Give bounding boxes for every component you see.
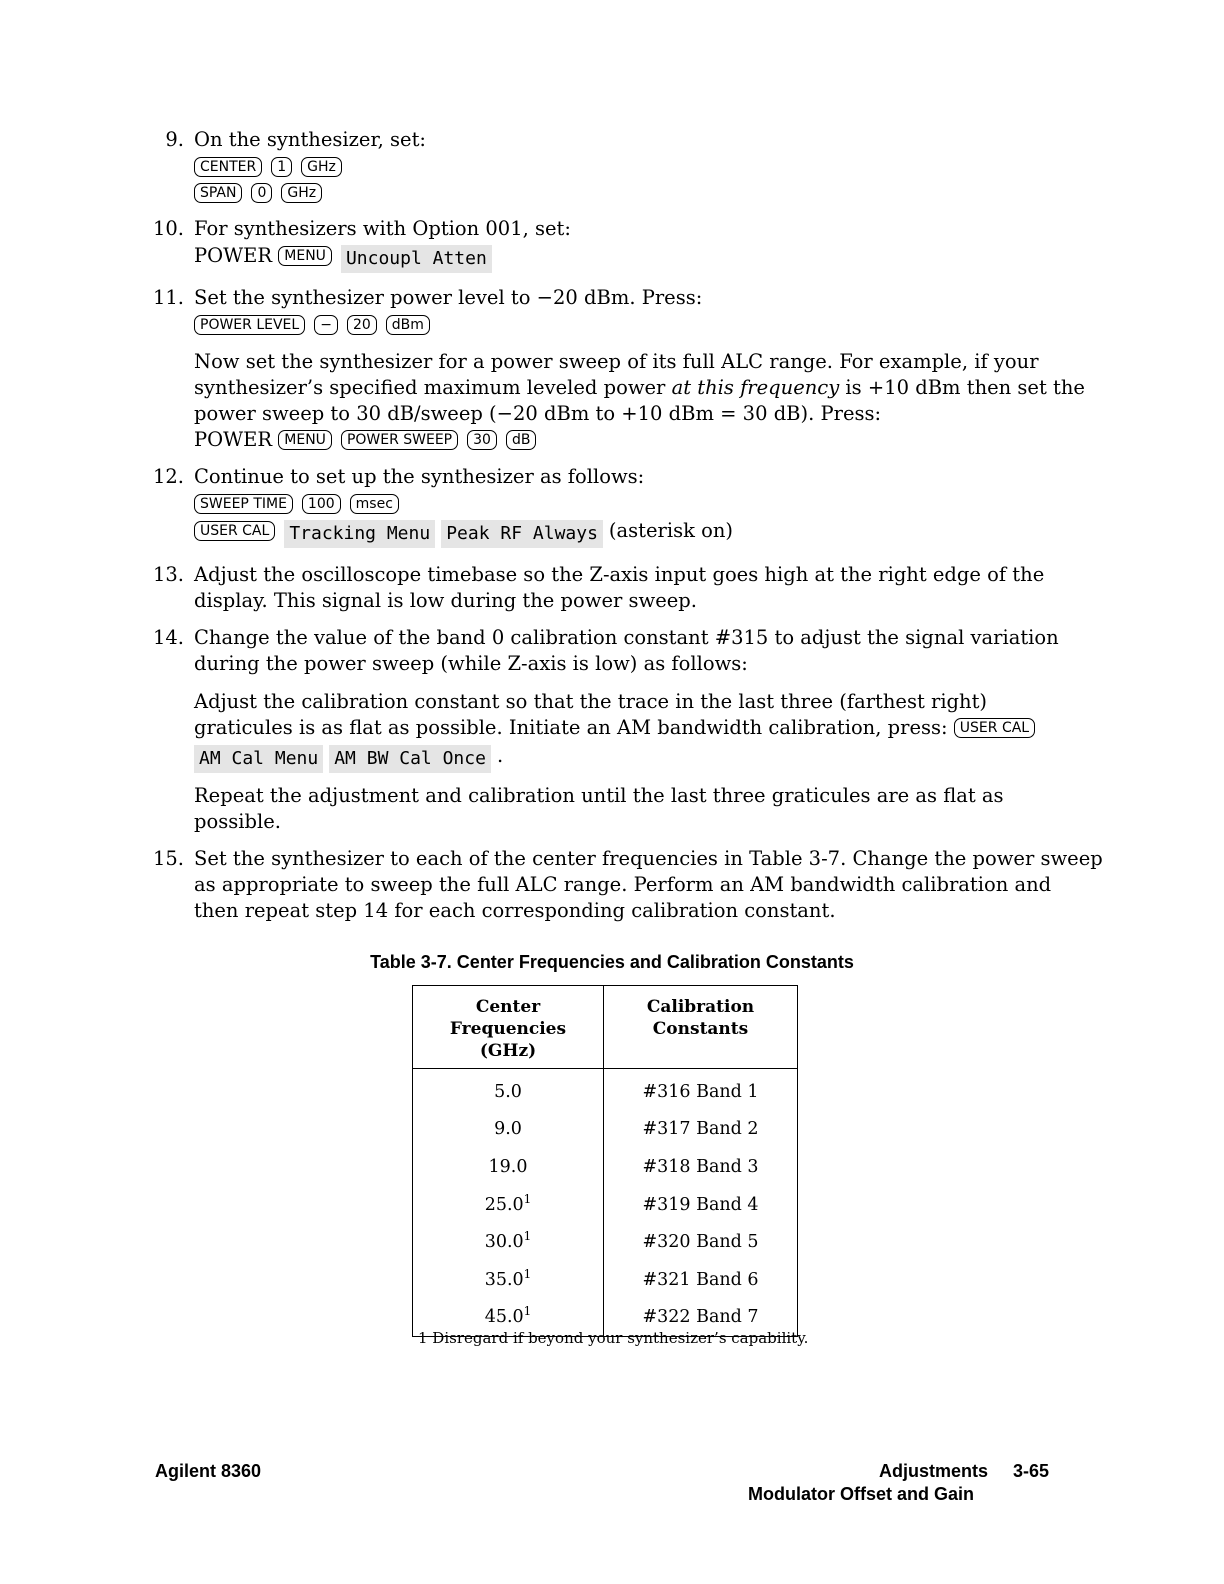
paragraph-line — [194, 376, 1085, 400]
center-key: CENTER — [194, 157, 262, 177]
step-number: 14. — [152, 626, 184, 649]
step-text: Continue to set up the synthesizer as follows: — [194, 465, 645, 488]
user-cal-key: USER CAL — [194, 521, 275, 541]
softkey-am-cal-menu: AM Cal Menu — [194, 745, 323, 773]
step-text: Change the value of the band 0 calibration constant #315 to adjust the signal variation — [194, 626, 1059, 649]
footer-section: Adjustments — [879, 1461, 989, 1481]
text-run: synthesizer’s specified maximum leveled power — [194, 376, 672, 399]
constant-cell: #320 Band 5 — [604, 1223, 798, 1261]
table-caption: Table 3-7. Center Frequencies and Calibration Constants — [370, 952, 854, 972]
softkey-am-bw-cal-once: AM BW Cal Once — [329, 745, 491, 773]
key-sequence — [194, 155, 351, 179]
ghz-key: GHz — [281, 183, 322, 203]
user-cal-key: USER CAL — [954, 718, 1035, 738]
step-number: 9. — [165, 128, 184, 151]
frequency-cell: 25.0$^1$ — [413, 1186, 604, 1224]
digit-key: 1 — [271, 157, 292, 177]
page-number: 3-65 — [1013, 1461, 1050, 1481]
table-footnote: 1 Disregard if beyond your synthesizer’s capability. — [418, 1329, 809, 1347]
digit-key: 100 — [302, 494, 341, 514]
key-sequence — [194, 428, 545, 452]
paragraph-line: Repeat the adjustment and calibration until the last three graticules are as flat as — [194, 784, 1004, 807]
header-line: (GHz) — [479, 1041, 537, 1061]
column-header-frequency — [413, 986, 604, 1069]
menu-key: MENU — [278, 430, 332, 450]
power-level-key: POWER LEVEL — [194, 315, 305, 335]
key-sequence — [194, 313, 439, 337]
digit-key: 20 — [347, 315, 377, 335]
period: . — [496, 744, 504, 767]
step-text: For synthesizers with Option 001, set: — [194, 217, 571, 240]
step-text: Set the synthesizer to each of the center frequencies in Table 3-7. Change the power sweep — [194, 847, 1103, 870]
softkey-tracking-menu: Tracking Menu — [284, 520, 435, 548]
constant-cell: #319 Band 4 — [604, 1186, 798, 1224]
sweep-time-key: SWEEP TIME — [194, 494, 293, 514]
digit-key: 0 — [251, 183, 272, 203]
frequency-cell: 45.0$^1$ — [413, 1299, 604, 1337]
frequency-cell: 9.0 — [413, 1111, 604, 1149]
frequency-cell: 19.0 — [413, 1148, 604, 1186]
constant-cell: #317 Band 2 — [604, 1111, 798, 1149]
column-header-constants: Calibration Constants — [604, 986, 798, 1069]
step-text: as appropriate to sweep the full ALC range. Perform an AM bandwidth calibration and — [194, 873, 1052, 896]
step-text: during the power sweep (while Z-axis is low) as follows: — [194, 652, 748, 675]
key-sequence — [194, 492, 408, 516]
calibration-table — [412, 985, 798, 1337]
table-row — [413, 1223, 798, 1261]
step-number: 12. — [152, 465, 184, 488]
step-text: Adjust the oscilloscope timebase so the Z-axis input goes high at the right edge of the — [194, 563, 1045, 586]
table-row — [413, 1069, 798, 1111]
table-row — [413, 1148, 798, 1186]
menu-key: MENU — [278, 246, 332, 266]
constant-cell: #316 Band 1 — [604, 1069, 798, 1111]
msec-key: msec — [350, 494, 399, 514]
minus-key: − — [314, 315, 338, 335]
paragraph-line: possible. — [194, 810, 281, 833]
constant-cell: #318 Band 3 — [604, 1148, 798, 1186]
step-text: display. This signal is low during the power sweep. — [194, 589, 697, 612]
key-sequence — [194, 244, 498, 273]
asterisk-note: (asterisk on) — [608, 519, 734, 542]
emphasis-text: at this frequency — [671, 376, 840, 399]
power-label: POWER — [194, 244, 273, 267]
paragraph-line: Now set the synthesizer for a power sweep of its full ALC range. For example, if your — [194, 350, 1039, 373]
key-sequence — [194, 744, 503, 773]
text-run: graticules is as flat as possible. Initiate an AM bandwidth calibration, press: — [194, 716, 948, 739]
step-text: Set the synthesizer power level to −20 dBm. Press: — [194, 286, 703, 309]
table-row — [413, 1261, 798, 1299]
span-key: SPAN — [194, 183, 242, 203]
frequency-cell: 30.0$^1$ — [413, 1223, 604, 1261]
dbm-key: dBm — [386, 315, 430, 335]
header-line: Center Frequencies — [449, 997, 567, 1039]
table-row — [413, 1111, 798, 1149]
step-number: 10. — [152, 217, 184, 240]
key-sequence — [194, 519, 733, 548]
step-text: On the synthesizer, set: — [194, 128, 426, 151]
paragraph-line — [194, 716, 1044, 740]
table-row — [413, 1186, 798, 1224]
text-run: is +10 dBm then set the — [839, 376, 1085, 399]
step-text: then repeat step 14 for each corresponding calibration constant. — [194, 899, 836, 922]
constant-cell: #322 Band 7 — [604, 1299, 798, 1337]
step-number: 13. — [152, 563, 184, 586]
softkey-uncoupl-atten: Uncoupl Atten — [341, 245, 492, 273]
paragraph-line: Adjust the calibration constant so that the trace in the last three (farthest right) — [194, 690, 988, 713]
footer-product: Agilent 8360 — [155, 1461, 262, 1481]
softkey-peak-rf-always: Peak RF Always — [441, 520, 603, 548]
digit-key: 30 — [467, 430, 497, 450]
footer-subtitle: Modulator Offset and Gain — [748, 1484, 975, 1504]
ghz-key: GHz — [301, 157, 342, 177]
key-sequence — [194, 181, 331, 205]
step-number: 15. — [152, 847, 184, 870]
frequency-cell: 35.0$^1$ — [413, 1261, 604, 1299]
paragraph-line: power sweep to 30 dB/sweep (−20 dBm to +10 dBm = 30 dB). Press: — [194, 402, 882, 425]
frequency-cell: 5.0 — [413, 1069, 604, 1111]
step-number: 11. — [152, 286, 184, 309]
constant-cell: #321 Band 6 — [604, 1261, 798, 1299]
power-label: POWER — [194, 428, 273, 451]
db-key: dB — [506, 430, 537, 450]
power-sweep-key: POWER SWEEP — [341, 430, 458, 450]
